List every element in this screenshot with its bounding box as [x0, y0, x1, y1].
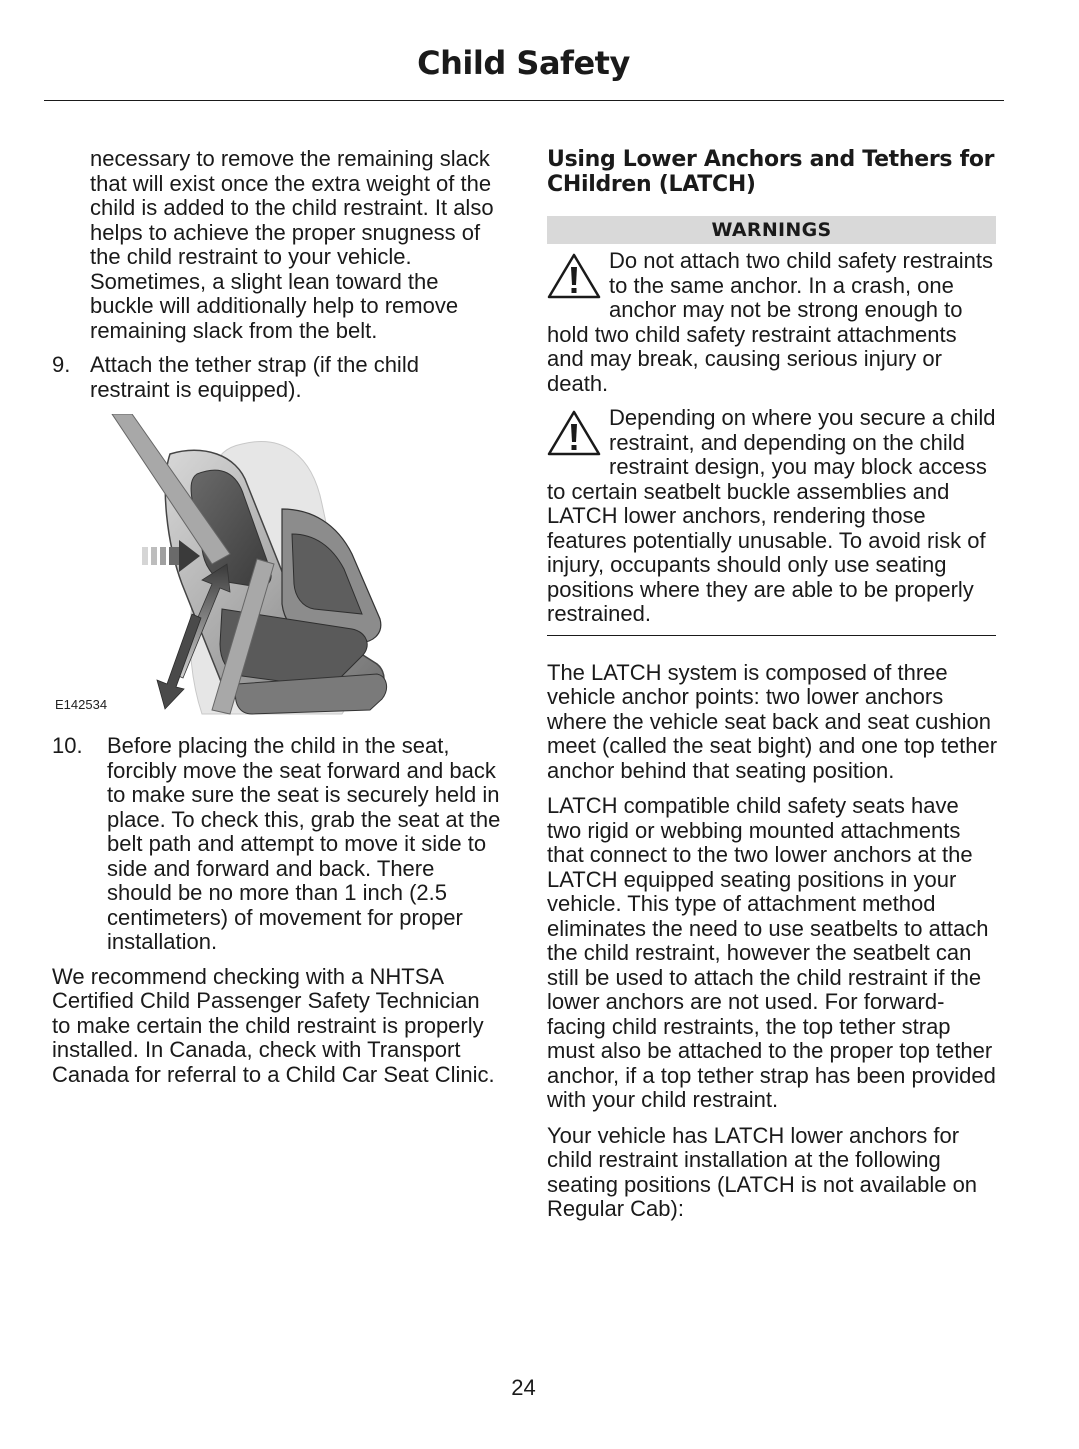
- warning-2: [547, 406, 999, 627]
- latch-paragraph: The LATCH system is composed of three vehicle anchor points: two lower anchors where the vehicle seat back and seat cushion meet (called the seat bight) and one top tether anchor behind that seating position.: [547, 659, 998, 783]
- step-9: [52, 353, 504, 402]
- warning-triangle-icon: [547, 252, 601, 300]
- warning-text: Depending on where you secure a child restraint, and depending on the child restraint design, you may block access to certain seatbelt buckle assemblies and LATCH lower anchors, rendering those features potentially unusable. To avoid risk of injury, occupants should only use seating positions where they are able to be properly restrained.: [547, 405, 996, 626]
- figure-label: E142534: [55, 697, 108, 712]
- latch-paragraph: LATCH compatible child safety seats have two rigid or webbing mounted attachments that connect to the two lower anchors at the LATCH equipped seating positions in your vehicle. This type of attachment method eliminates the need to use seatbelts to attach the child restraint, however the seatbelt can still be used to attach the child restraint if the lower anchors are not used. For forward-facing child restraints, the top tether strap must also be attached to the proper top tether anchor, if a top tether strap has been provided with your child restraint.: [547, 793, 996, 1112]
- step-text: Attach the tether strap (if the child restraint is equipped).: [90, 352, 419, 402]
- warning-triangle-icon: [547, 409, 601, 457]
- child-seat-illustration: [52, 414, 504, 734]
- step-text: Before placing the child in the seat, forcibly move the seat forward and back to make sure the seat is securely held in place. To check this, grab the seat at the belt path and attempt to move it side to side and forward and back. There should be no more than 1 inch (2.5 centimeters) of movement for proper installation.: [107, 733, 501, 954]
- left-column: [52, 147, 504, 1087]
- latch-paragraphs: [547, 661, 999, 1222]
- warning-text: Do not attach two child safety restraints to the same anchor. In a crash, one anchor may not be strong enough to hold two child safety restraint attachments and may break, causing serious injury or death.: [547, 248, 993, 396]
- section-heading: Using Lower Anchors and Tethers for CHildren (LATCH): [547, 147, 995, 197]
- child-seat-figure: [52, 414, 504, 734]
- warnings-header: WARNINGS: [547, 216, 996, 244]
- latch-paragraph: Your vehicle has LATCH lower anchors for child restraint installation at the following seating positions (LATCH is not available on Regular Cab):: [547, 1122, 978, 1221]
- page-title: Child Safety: [417, 44, 630, 82]
- recommendation-paragraph: We recommend checking with a NHTSA Certified Child Passenger Safety Technician to make certain the child restraint is properly installed. In Canada, check with Transport Canada for referral to a Child Car Seat Clinic.: [52, 963, 495, 1087]
- step-number: 9.: [52, 352, 71, 377]
- step-10: [52, 734, 504, 955]
- step-number: 10.: [52, 733, 83, 758]
- title-divider: [44, 100, 1004, 101]
- right-column: [547, 147, 999, 1222]
- page-number: 24: [511, 1375, 536, 1400]
- warning-1: [547, 249, 999, 396]
- continuation-paragraph: necessary to remove the remaining slack that will exist once the extra weight of the child is added to the child restraint. It also helps to achieve the proper snugness of the child restraint to your vehicle. Sometimes, a slight lean toward the buckle will additionally help to remove remaining slack from the belt.: [90, 146, 494, 343]
- warnings-end-divider: [547, 635, 996, 636]
